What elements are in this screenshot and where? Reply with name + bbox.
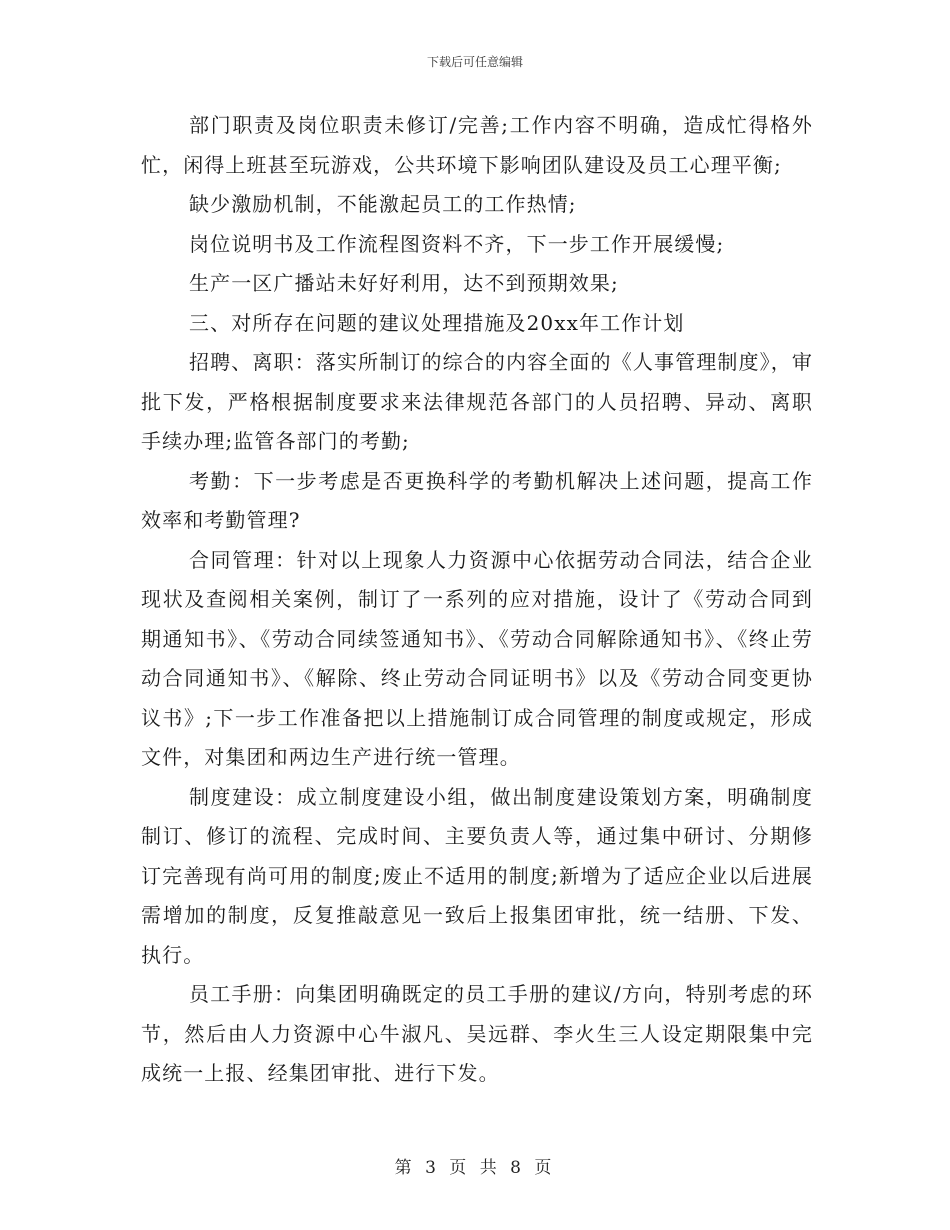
paragraph-attendance: 考勤：下一步考虑是否更换科学的考勤机解决上述问题，提高工作效率和考勤管理? (141, 468, 813, 532)
paragraph-recruitment: 招聘、离职：落实所制订的综合的内容全面的《人事管理制度》，审批下发，严格根据制度要求来法律规范各部门的人员招聘、异动、离职手续办理;监管各部门的考勤; (141, 350, 813, 453)
paragraph-job-description: 岗位说明书及工作流程图资料不齐，下一步工作开展缓慢; (189, 231, 725, 256)
paragraph-contract-management: 合同管理：针对以上现象人力资源中心依据劳动合同法，结合企业现状及查阅相关案例，制订了一系列的应对措施，设计了《劳动合同到期通知书》、《劳动合同续签通知书》、《劳动合同解除通知书》、《终止劳动合同通知书》、《解除、终止劳动合同证明书》以及《劳动合同变更协议书》;下一步工作准备把以上措施制订成合同管理的制度或规定，形成文件，对集团和两边生产进行统一管理。 (141, 547, 813, 769)
page-number: 第 3 页 共 8 页 (394, 1158, 556, 1178)
document-body (141, 106, 813, 1094)
paragraph-responsibilities: 部门职责及岗位职责未修订/完善;工作内容不明确，造成忙得格外忙，闲得上班甚至玩游戏，公共环境下影响团队建设及员工心理平衡; (141, 113, 813, 177)
page-header: 下载后可任意编辑 (426, 55, 523, 69)
section-heading-plan: 三、对所存在问题的建议处理措施及20xx年工作计划 (189, 310, 685, 335)
paragraph-broadcast: 生产一区广播站未好好利用，达不到预期效果; (189, 271, 619, 295)
paragraph-employee-handbook: 员工手册：向集团明确既定的员工手册的建议/方向，特别考虑的环节，然后由人力资源中心牛淑凡、吴远群、李火生三人设定期限集中完成统一上报、经集团审批、进行下发。 (141, 982, 813, 1085)
paragraph-system-building: 制度建设：成立制度建设小组，做出制度建设策划方案，明确制度制订、修订的流程、完成时间、主要负责人等，通过集中研讨、分期修订完善现有尚可用的制度;废止不适用的制度;新增为了适应企业以后进展需增加的制度，反复推敲意见一致后上报集团审批，统一结册、下发、执行。 (141, 784, 813, 967)
paragraph-incentive: 缺少激励机制，不能激起员工的工作热情; (189, 192, 577, 216)
